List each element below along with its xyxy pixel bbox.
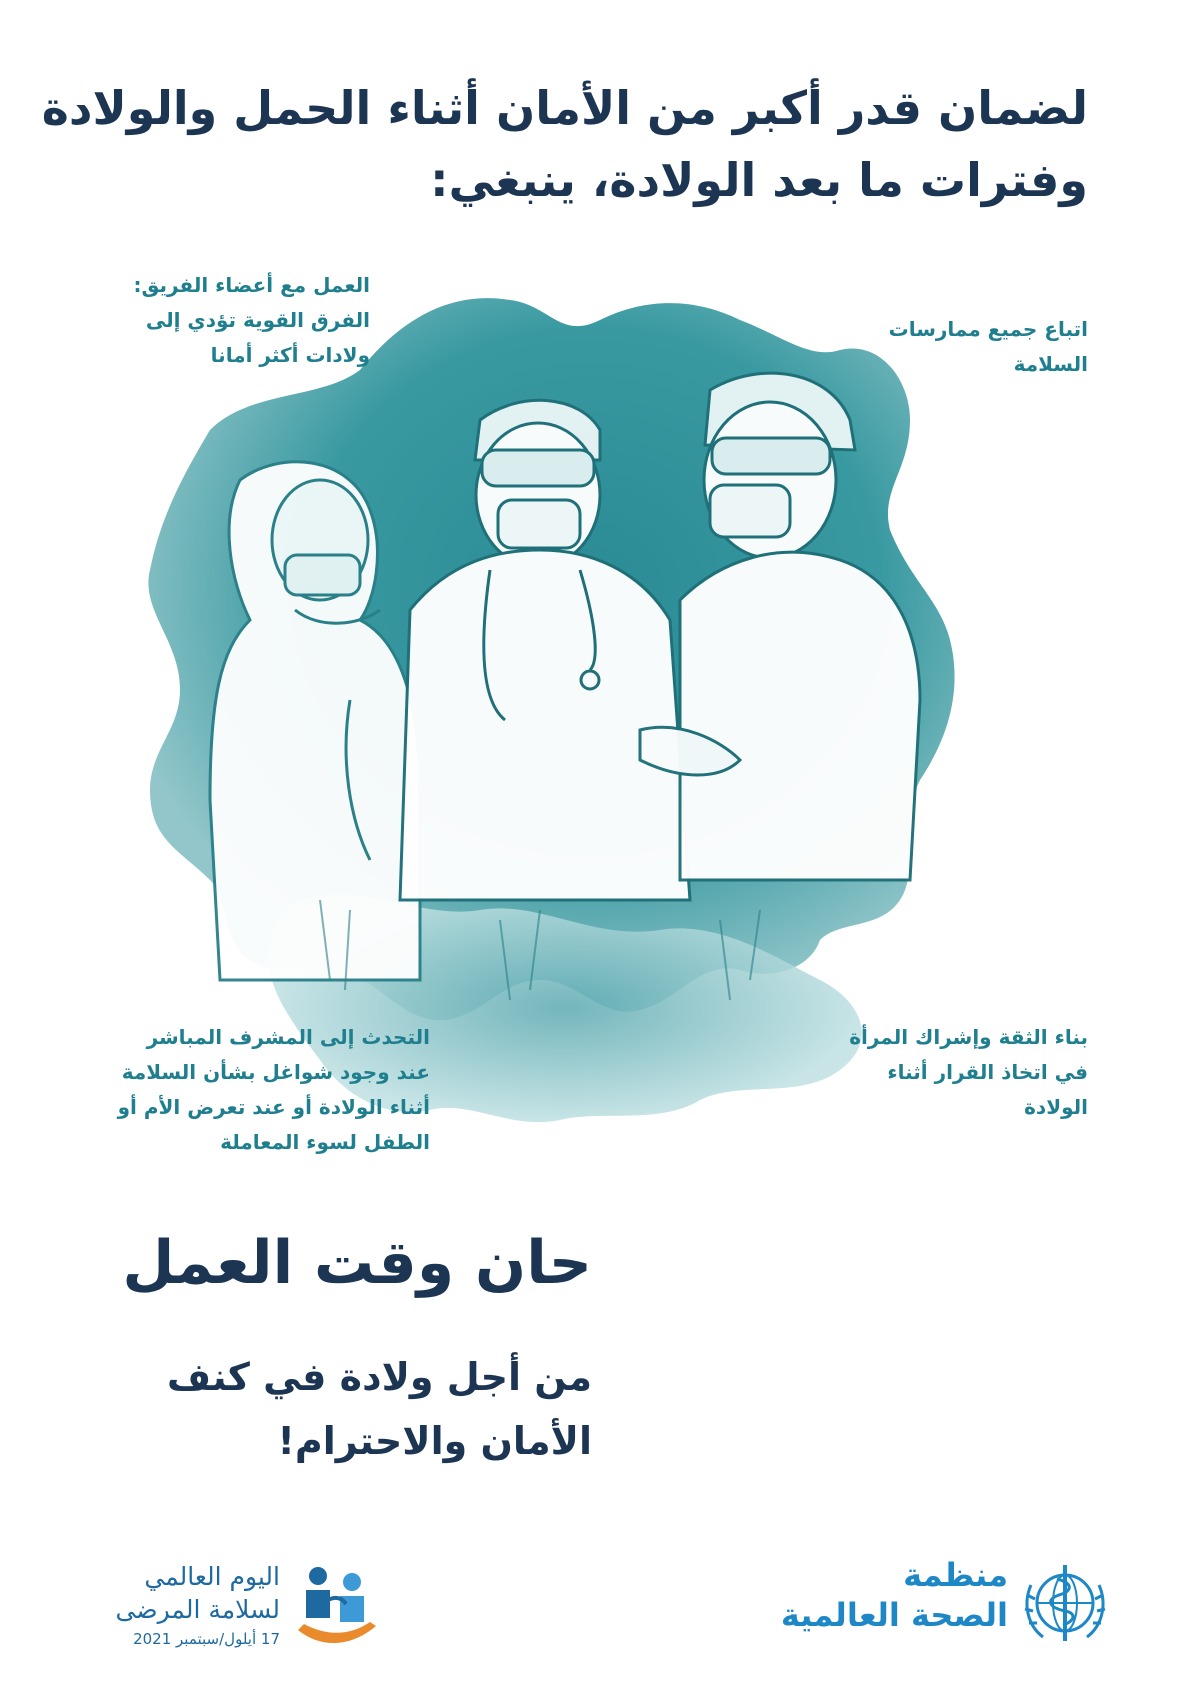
tip-trust-line-2: في اتخاذ القرار أثناء [887, 1060, 1088, 1084]
cta-subtitle-line-2: الأمان والاحترام! [277, 1419, 592, 1463]
tip-teamwork-line-2: الفرق القوية تؤدي إلى [145, 308, 370, 332]
patient-safety-day-line-2: لسلامة المرضى [115, 1595, 280, 1624]
tip-speak-line-1: التحدث إلى المشرف المباشر [146, 1025, 430, 1049]
headline-line-1: لضمان قدر أكبر من الأمان أثناء الحمل والولادة [41, 81, 1088, 135]
who-logo-block [773, 1555, 1113, 1665]
tip-teamwork-line-1: العمل مع أعضاء الفريق: [133, 273, 370, 297]
tip-safety-practices [828, 312, 1088, 382]
who-name-line-2: الصحة العالمية [780, 1596, 1008, 1634]
patient-safety-day-date: 17 أيلول/سبتمبر 2021 [133, 1630, 280, 1648]
tip-teamwork-line-3: ولادات أكثر أمانا [210, 343, 370, 367]
tip-speak-line-3: أثناء الولادة أو عند تعرض الأم أو [117, 1095, 430, 1119]
cta-title: حان وقت العمل [122, 1228, 592, 1298]
headline [41, 72, 1088, 216]
who-emblem-icon [1017, 1555, 1113, 1651]
cta-subtitle [72, 1345, 592, 1473]
tip-safety-line-2: السلامة [1013, 352, 1088, 376]
tip-teamwork [70, 268, 370, 373]
tip-trust-line-3: الولادة [1024, 1095, 1088, 1119]
cta-subtitle-line-1: من أجل ولادة في كنف [166, 1355, 592, 1399]
patient-safety-day-text [70, 1560, 280, 1652]
headline-line-2: وفترات ما بعد الولادة، ينبغي: [430, 153, 1088, 207]
tip-speak-line-4: الطفل لسوء المعاملة [220, 1130, 430, 1154]
patient-safety-logo-icon [290, 1560, 380, 1650]
tip-build-trust [828, 1020, 1088, 1125]
who-name-line-1: منظمة [903, 1556, 1008, 1594]
tip-safety-line-1: اتباع جميع ممارسات [888, 317, 1088, 341]
who-name [780, 1555, 1008, 1635]
tip-speak-up [70, 1020, 430, 1160]
tip-speak-line-2: عند وجود شواغل بشأن السلامة [121, 1060, 430, 1084]
patient-safety-day-block [70, 1560, 410, 1670]
healthcare-workers-illustration [120, 280, 1060, 1140]
tip-trust-line-1: بناء الثقة وإشراك المرأة [849, 1025, 1088, 1049]
patient-safety-day-line-1: اليوم العالمي [144, 1562, 280, 1591]
